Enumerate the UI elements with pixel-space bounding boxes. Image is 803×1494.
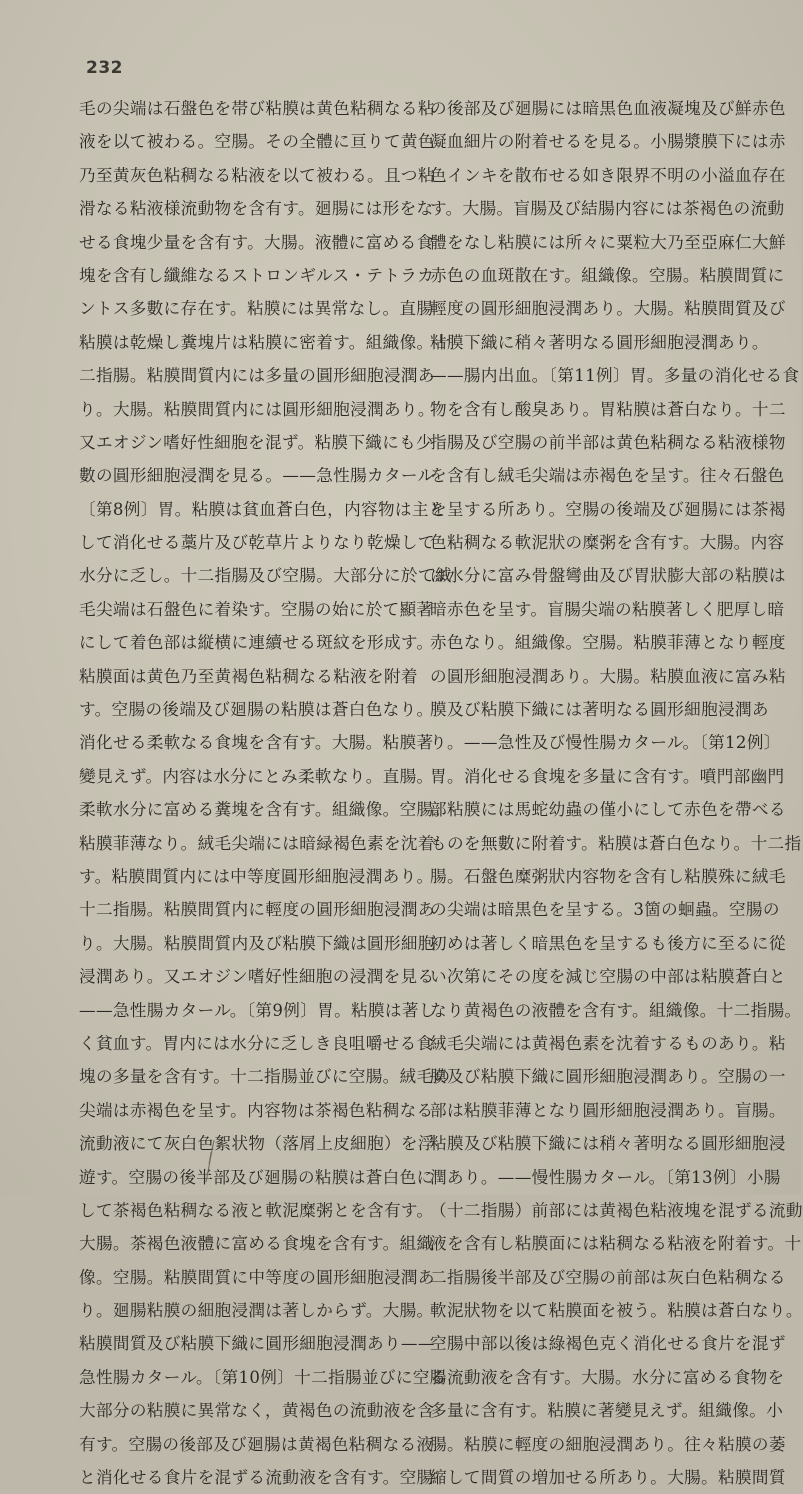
- text-line: 二指腸後半部及び空腸の前部は灰白色粘稠なる: [430, 1267, 786, 1287]
- text-column-left: [79, 92, 452, 1488]
- text-line: 塊を含有し纖維なるストロンギルス・テトラカ: [79, 265, 435, 285]
- text-line: 色粘稠なる軟泥狀の糜粥を含有す。大腸。内容: [430, 533, 785, 553]
- text-line: 腸。石盤色糜粥狀内容物を含有し粘膜殊に絨毛: [430, 866, 786, 886]
- text-line: 赤色の血斑散在す。組織像。空腸。粘膜間質に: [430, 265, 785, 285]
- text-line: る流動液を含有す。大腸。水分に富める食物を: [430, 1367, 785, 1387]
- text-line: 乃至黄灰色粘稠なる粘液を以て被わる。且つ粘: [79, 165, 435, 185]
- text-line: 指腸及び空腸の前半部は黄色粘稠なる粘液様物: [430, 432, 786, 452]
- text-line: 粘膜及び粘膜下織には稍々著明なる圓形細胞浸: [430, 1134, 786, 1154]
- text-line: 輕度の圓形細胞浸潤あり。大腸。粘膜間質及び: [430, 299, 786, 319]
- text-line: 物を含有し酸臭あり。胃粘膜は蒼白なり。十二: [430, 399, 786, 419]
- text-line: 二指腸。粘膜間質内には多量の圓形細胞浸潤あ: [79, 366, 435, 386]
- text-line: 有す。空腸の後部及び廻腸は黄褐色粘稠なる液: [79, 1434, 434, 1454]
- text-line: せる食塊少量を含有す。大腸。液體に富める食: [79, 232, 434, 252]
- text-line: と消化せる食片を混ずる流動液を含有す。空腸: [79, 1468, 434, 1488]
- text-line: ものを無數に附着す。粘膜は蒼白色なり。十二指: [430, 833, 802, 853]
- text-line: い次第にその度を減じ空腸の中部は粘膜蒼白と: [430, 967, 786, 987]
- text-line: 像。空腸。粘膜間質に中等度の圓形細胞浸潤あ: [79, 1267, 435, 1287]
- text-line: 柔軟水分に富める糞塊を含有す。組織像。空腸。: [79, 800, 451, 820]
- text-line: 體をなし粘膜には所々に粟粒大乃至亞麻仁大鮮: [430, 232, 786, 252]
- pencil-mark-icon: [203, 1138, 217, 1184]
- text-line: 浸潤あり。又エオジン嗜好性細胞の浸潤を見る: [79, 967, 435, 987]
- text-line: を呈する所あり。空腸の後端及び廻腸には茶褐: [430, 499, 786, 519]
- text-line: 尖端は赤褐色を呈す。内容物は茶褐色粘稠なる: [79, 1100, 434, 1120]
- text-line: 赤色なり。組織像。空腸。粘膜菲薄となり輕度: [430, 633, 786, 653]
- text-line: 消化せる柔軟なる食塊を含有す。大腸。粘膜著: [79, 733, 434, 753]
- text-line: ——腸内出血。〔第11例〕胃。多量の消化せる食: [430, 366, 800, 386]
- page-number: 232: [86, 58, 123, 78]
- text-line: 暗赤色を呈す。盲腸尖端の粘膜著しく肥厚し暗: [430, 599, 785, 619]
- text-line: して消化せる藁片及び乾草片よりなり乾燥して: [79, 533, 435, 553]
- text-line: く貧血す。胃内には水分に乏しき良咀嚼せる食: [79, 1033, 434, 1053]
- text-line: 滑なる粘液様流動物を含有す。廻腸には形をな: [79, 199, 434, 219]
- text-line: 膜及び粘膜下織に圓形細胞浸潤あり。空腸の一: [430, 1067, 786, 1087]
- text-line: り。大腸。粘膜間質内及び粘膜下織は圓形細胞: [79, 933, 435, 953]
- text-line: は水分に富み骨盤彎曲及び胃狀膨大部の粘膜は: [430, 566, 786, 586]
- text-line: 遊す。空腸の後半部及び廻腸の粘膜は蒼白色に: [79, 1167, 434, 1187]
- text-line: す。大腸。盲腸及び結腸内容には茶褐色の流動: [430, 199, 785, 219]
- text-line: 腸。粘膜に輕度の細胞浸潤あり。往々粘膜の萎: [430, 1434, 786, 1454]
- text-line: 又エオジン嗜好性細胞を混ず。粘膜下織にも少: [79, 432, 434, 452]
- text-line: 大腸。茶褐色液體に富める食塊を含有す。組織: [79, 1234, 434, 1254]
- text-line: の尖端は暗黒色を呈する。3箇の蛔蟲。空腸の: [430, 900, 780, 920]
- text-line: 凝血細片の附着せるを見る。小腸漿膜下には赤: [430, 132, 786, 152]
- text-line: して茶褐色粘稠なる液と軟泥糜粥とを含有す。: [79, 1200, 434, 1220]
- text-line: 初めは著しく暗黒色を呈するも後方に至るに從: [430, 933, 786, 953]
- text-line: 空腸中部以後は綠褐色克く消化せる食片を混ず: [430, 1334, 786, 1354]
- text-line: 粘膜面は黄色乃至黄褐色粘稠なる粘液を附着: [79, 666, 418, 686]
- text-line: 大部分の粘膜に異常なく，黄褐色の流動液を含: [79, 1401, 435, 1421]
- text-line: 塊の多量を含有す。十二指腸並びに空腸。絨毛の: [79, 1067, 451, 1087]
- text-line: にして着色部は縦横に連續せる斑紋を形成す。: [79, 633, 434, 653]
- text-line: す。空腸の後端及び廻腸の粘膜は蒼白色なり。: [79, 700, 434, 720]
- text-line: 〔第8例〕胃。粘膜は貧血蒼白色，内容物は主と: [79, 499, 446, 519]
- text-column-right: [430, 92, 803, 1488]
- text-line: 膜及び粘膜下織には著明なる圓形細胞浸潤あ: [430, 700, 769, 720]
- text-line: 軟泥狀物を以て粘膜面を被う。粘膜は蒼白なり。: [430, 1301, 803, 1321]
- text-line: 粘膜菲薄なり。絨毛尖端には暗緑褐色素を沈着: [79, 833, 435, 853]
- text-line: の圓形細胞浸潤あり。大腸。粘膜血液に富み粘: [430, 666, 786, 686]
- text-line: 縮して間質の増加せる所あり。大腸。粘膜間質: [430, 1468, 786, 1488]
- text-line: 液を以て被わる。空腸。その全體に亘りて黄色: [79, 132, 435, 152]
- text-line: り。大腸。粘膜間質内には圓形細胞浸潤あり。: [79, 399, 435, 419]
- text-line: ——急性腸カタール。〔第9例〕胃。粘膜は著し: [79, 1000, 436, 1020]
- text-line: の後部及び廻腸には暗黒色血液凝塊及び鮮赤色: [430, 99, 786, 118]
- text-line: 絨毛尖端には黄褐色素を沈着するものあり。粘: [430, 1033, 786, 1053]
- text-line: り。——急性及び慢性腸カタール。〔第12例〕: [430, 733, 781, 753]
- text-line: （十二指腸）前部には黄褐色粘液塊を混ずる流動: [430, 1200, 803, 1220]
- text-line: り。廻腸粘膜の細胞浸潤は著しからず。大腸。: [79, 1301, 434, 1321]
- text-line: 變見えず。内容は水分にとみ柔軟なり。直腸。: [79, 766, 434, 786]
- text-line: 粘膜間質及び粘膜下織に圓形細胞浸潤あり——: [79, 1334, 435, 1354]
- text-line: を含有し絨毛尖端は赤褐色を呈す。往々石盤色: [430, 466, 785, 486]
- text-line: 粘膜は乾燥し糞塊片は粘膜に密着す。組織像。十: [79, 332, 451, 352]
- text-line: 潤あり。——慢性腸カタール。〔第13例〕小腸: [430, 1167, 781, 1187]
- text-line: す。粘膜間質内には中等度圓形細胞浸潤あり。: [79, 866, 434, 886]
- text-line: 數の圓形細胞浸潤を見る。——急性腸カタール: [79, 466, 435, 486]
- text-line: 十二指腸。粘膜間質内に輕度の圓形細胞浸潤あ: [79, 900, 435, 920]
- text-line: 流動液にて灰白色絮状物（落屑上皮細胞）を浮: [79, 1134, 435, 1154]
- text-line: 部は粘膜菲薄となり圓形細胞浸潤あり。盲腸。: [430, 1100, 786, 1120]
- text-line: 胃。消化せる食塊を多量に含有す。噴門部幽門: [430, 766, 785, 786]
- text-line: 水分に乏し。十二指腸及び空腸。大部分に於て絨: [79, 566, 452, 586]
- text-line: 多量に含有す。粘膜に著變見えず。組織像。小: [430, 1401, 784, 1421]
- text-line: 急性腸カタール。〔第10例〕十二指腸並びに空腸: [79, 1367, 447, 1387]
- text-line: 粘膜下織に稍々著明なる圓形細胞浸潤あり。: [430, 332, 769, 352]
- text-line: なり黄褐色の液體を含有す。組織像。十二指腸。: [430, 1000, 802, 1020]
- text-line: 色インキを散布せる如き限界不明の小溢血存在: [430, 165, 786, 185]
- text-line: 液を含有し粘膜面には粘稠なる粘液を附着す。十: [430, 1234, 802, 1254]
- text-line: 部粘膜には馬蛇幼蟲の僅小にして赤色を帶べる: [430, 800, 786, 820]
- text-line: 毛の尖端は石盤色を帯び粘膜は黄色粘稠なる粘: [79, 99, 435, 118]
- text-line: ントス多數に存在す。粘膜には異常なし。直腸: [79, 299, 434, 319]
- text-line: 毛尖端は石盤色に着染す。空腸の始に於て顯著: [79, 599, 434, 619]
